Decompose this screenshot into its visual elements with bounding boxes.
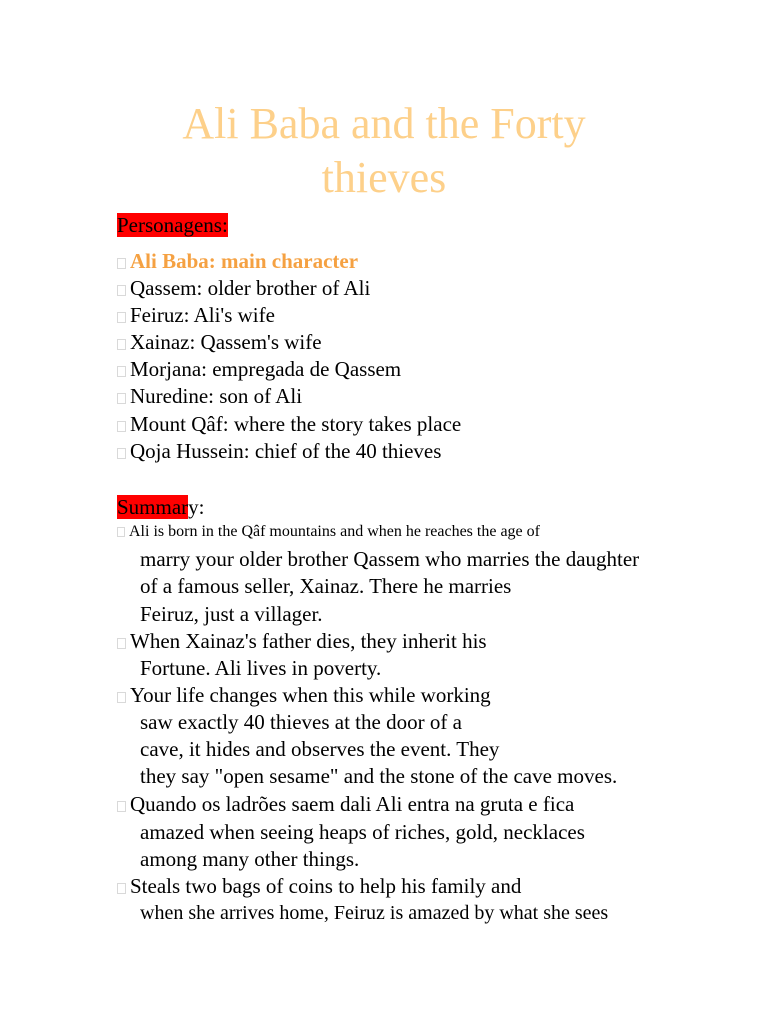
bullet-icon — [117, 339, 126, 350]
character-text: Feiruz: Ali's wife — [130, 303, 275, 327]
bullet-icon — [117, 258, 126, 269]
character-item — [117, 248, 358, 275]
summary-heading-highlight: Summar — [117, 495, 189, 519]
bullet-icon — [117, 638, 126, 649]
summary-continuation: Feiruz, just a villager. — [140, 602, 323, 626]
character-text: Nuredine: son of Ali — [130, 384, 303, 408]
character-item — [117, 275, 370, 302]
character-item — [117, 383, 302, 410]
summary-continuation: saw exactly 40 thieves at the door of a — [140, 710, 462, 734]
bullet-icon — [117, 312, 126, 323]
character-item — [117, 329, 322, 356]
character-item — [117, 411, 461, 438]
summary-text: When Xainaz's father dies, they inherit his — [130, 629, 487, 653]
summary-continuation: of a famous seller, Xainaz. There he marries — [140, 574, 512, 598]
bullet-icon — [117, 883, 126, 894]
character-text: Morjana: empregada de Qassem — [130, 357, 402, 381]
bullet-icon — [117, 366, 126, 377]
summary-item — [117, 791, 574, 818]
summary-continuation: cave, it hides and observes the event. They — [140, 737, 500, 761]
summary-continuation: Fortune. Ali lives in poverty. — [140, 656, 382, 680]
bullet-icon — [117, 527, 125, 537]
character-text: Qoja Hussein: chief of the 40 thieves — [130, 439, 442, 463]
character-text: Mount Qâf: where the story takes place — [130, 412, 462, 436]
character-item — [117, 356, 401, 383]
characters-heading — [117, 212, 228, 238]
summary-text: Ali is born in the Qâf mountains and when he reaches the age of — [129, 523, 540, 540]
bullet-icon — [117, 801, 126, 812]
summary-continuation: marry your older brother Qassem who marries the daughter — [140, 547, 640, 571]
character-text: Qassem: older brother of Ali — [130, 276, 371, 300]
summary-continuation: amazed when seeing heaps of riches, gold, necklaces — [140, 820, 585, 844]
character-text: Ali Baba: main character — [130, 249, 359, 273]
summary-continuation: among many other things. — [140, 847, 360, 871]
character-item — [117, 438, 441, 465]
summary-item — [117, 518, 540, 545]
summary-text: Quando os ladrões saem dali Ali entra na gruta e fica — [130, 792, 575, 816]
document-title — [0, 97, 768, 205]
title-line-1: Ali Baba and the Forty — [182, 99, 586, 148]
characters-heading-text: Personagens: — [117, 213, 228, 237]
summary-item — [117, 873, 521, 900]
summary-heading-rest: y: — [188, 495, 205, 519]
character-text: Xainaz: Qassem's wife — [130, 330, 322, 354]
bullet-icon — [117, 692, 126, 703]
bullet-icon — [117, 285, 126, 296]
summary-heading — [117, 494, 205, 520]
summary-text: Steals two bags of coins to help his family and — [130, 874, 522, 898]
character-item — [117, 302, 275, 329]
summary-item — [117, 682, 491, 709]
summary-continuation: they say "open sesame" and the stone of the cave moves. — [140, 764, 618, 788]
bullet-icon — [117, 448, 126, 459]
bullet-icon — [117, 393, 126, 404]
title-line-2: thieves — [321, 153, 447, 202]
summary-text: Your life changes when this while working — [130, 683, 491, 707]
summary-continuation: when she arrives home, Feiruz is amazed by what she sees — [140, 902, 609, 924]
bullet-icon — [117, 421, 126, 432]
summary-item — [117, 628, 487, 655]
